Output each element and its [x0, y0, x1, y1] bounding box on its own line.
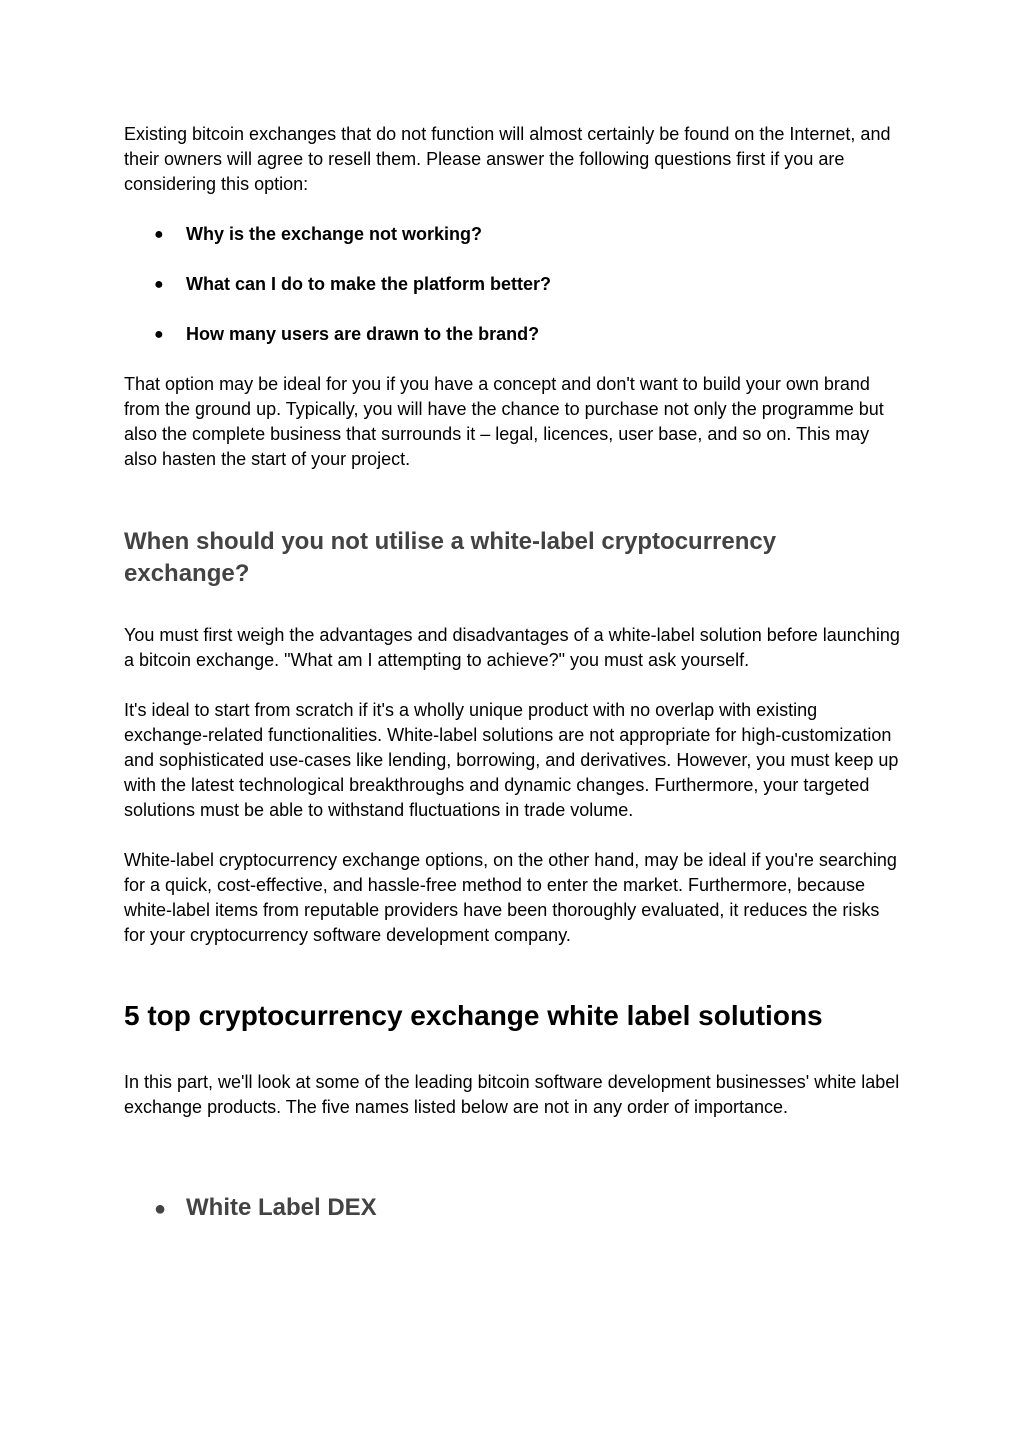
product-name: White Label DEX	[186, 1194, 377, 1221]
bullet-icon: ●	[154, 326, 164, 343]
question-item	[124, 322, 904, 347]
section-heading-top: 5 top cryptocurrency exchange white label solutions	[124, 1000, 823, 1031]
questions-list	[124, 222, 904, 347]
products-list	[124, 1192, 904, 1224]
bullet-icon: ●	[154, 1198, 167, 1220]
section-heading-when: When should you not utilise a white-label cryptocurrency exchange?	[124, 528, 777, 587]
when-paragraph: You must first weigh the advantages and disadvantages of a white-label solution before launching a bitcoin exchange. "What am I attempting to achieve?" you must ask yourself.	[124, 625, 900, 670]
top-paragraph: In this part, we'll look at some of the leading bitcoin software development businesses' white label exchange products. The five names listed below are not in any order of importance.	[124, 1072, 900, 1117]
question-text: How many users are drawn to the brand?	[186, 324, 540, 344]
option-paragraph: That option may be ideal for you if you have a concept and don't want to build your own brand from the ground up. Typically, you will have the chance to purchase not only the programme but also the complete business that surrounds it – legal, licences, user base, and so on. This may also hasten the start of your project.	[124, 374, 884, 469]
question-text: What can I do to make the platform better?	[186, 274, 552, 294]
when-paragraph: It's ideal to start from scratch if it's a wholly unique product with no overlap with existing exchange-related functionalities. White-label solutions are not appropriate for high-customization and sophisticated use-cases like lending, borrowing, and derivatives. However, you must keep up with the latest technological breakthroughs and dynamic changes. Furthermore, your targeted solutions must be able to withstand fluctuations in trade volume.	[124, 700, 899, 820]
intro-paragraph: Existing bitcoin exchanges that do not function will almost certainly be found on the Internet, and their owners will agree to resell them. Please answer the following questions first if you are considering this option:	[124, 124, 891, 194]
bullet-icon: ●	[154, 276, 164, 293]
document-page	[124, 122, 904, 1224]
when-paragraph: White-label cryptocurrency exchange options, on the other hand, may be ideal if you're searching for a quick, cost-effective, and hassle-free method to enter the market. Furthermore, because white-label items from reputable providers have been thoroughly evaluated, it reduces the risks for your cryptocurrency software development company.	[124, 850, 897, 945]
question-text: Why is the exchange not working?	[186, 224, 483, 244]
question-item	[124, 222, 904, 247]
product-item	[124, 1192, 904, 1224]
bullet-icon: ●	[154, 226, 164, 243]
question-item	[124, 272, 904, 297]
